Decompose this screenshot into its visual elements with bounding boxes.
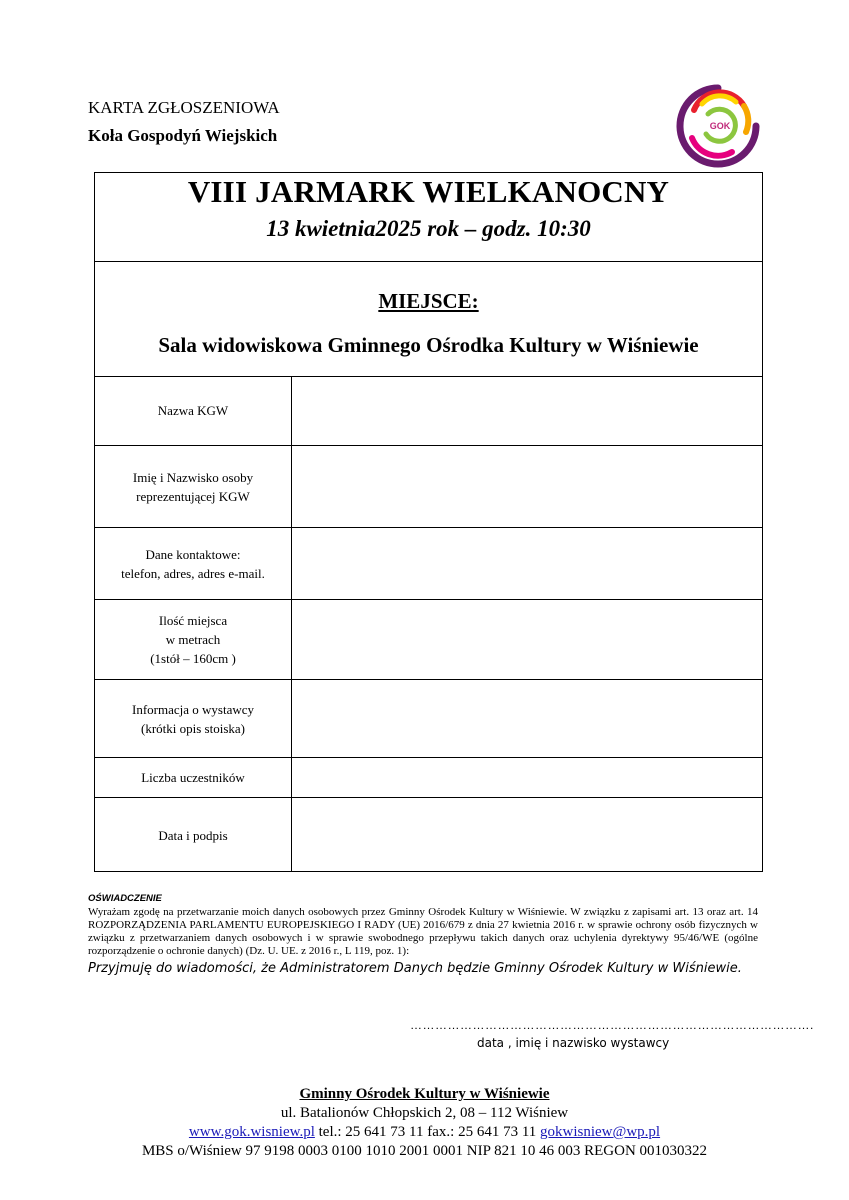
organization-type-label: Koła Gospodyń Wiejskich <box>88 126 278 145</box>
event-title-block <box>95 173 762 262</box>
declaration-section <box>88 893 758 977</box>
footer <box>0 1085 849 1161</box>
form-label: Dane kontaktowe: telefon, adres, adres e-mail. <box>95 528 292 599</box>
form-row-contact <box>95 528 762 600</box>
form-row-space <box>95 600 762 680</box>
gok-logo-text: GOK <box>709 121 731 131</box>
form-row-representative <box>95 446 762 528</box>
form-label: Liczba uczestników <box>95 758 292 797</box>
form-row-participants <box>95 758 762 798</box>
email-link[interactable]: gokwisniew@wp.pl <box>540 1124 661 1140</box>
signature-caption: data , imię i nazwisko wystawcy <box>477 1036 670 1050</box>
form-label: Informacja o wystawcy (krótki opis stoiska) <box>95 680 292 757</box>
place-heading: MIEJSCE: <box>378 289 479 313</box>
form-label: Data i podpis <box>95 798 292 872</box>
form-row-date-signature <box>95 798 762 872</box>
space-field[interactable] <box>292 600 762 679</box>
form-row-exhibitor-info <box>95 680 762 758</box>
footer-phone: tel.: 25 641 73 11 fax.: 25 641 73 11 <box>314 1124 541 1140</box>
place-text: Sala widowiskowa Gminnego Ośrodka Kultury w Wiśniewie <box>158 333 699 357</box>
footer-organization-name: Gminny Ośrodek Kultury w Wiśniewie <box>299 1086 550 1102</box>
event-date: 13 kwietnia2025 rok – godz. 10:30 <box>266 216 591 241</box>
contact-field[interactable] <box>292 528 762 599</box>
event-frame <box>94 172 763 872</box>
place-block <box>95 261 762 377</box>
footer-address: ul. Batalionów Chłopskich 2, 08 – 112 Wiśniew <box>280 1105 569 1121</box>
date-signature-field[interactable] <box>292 798 762 872</box>
form-type-label: KARTA ZGŁOSZENIOWA <box>88 98 280 117</box>
form-label: Ilość miejsca w metrach (1stół – 160cm ) <box>95 600 292 679</box>
signature-line[interactable]: ……………………………………………………………………………………. <box>410 1018 814 1032</box>
declaration-heading: OŚWIADCZENIE <box>88 893 162 904</box>
form-row-kgw-name <box>95 376 762 446</box>
exhibitor-info-field[interactable] <box>292 680 762 757</box>
event-title: VIII JARMARK WIELKANOCNY <box>187 174 670 209</box>
representative-field[interactable] <box>292 446 762 527</box>
declaration-text: Wyrażam zgodę na przetwarzanie moich danych osobowych przez Gminny Ośrodek Kultury w Wiśniewie. W związku z zapisami art. 13 oraz art. 14 ROZPORZĄDZENIA PARLAMENTU EUROPEJSKIEGO I RADY (UE) 2016/679 z dnia 27 kwietnia 2016 r. w sprawie ochrony osób fizycznych w związku z przetwarzaniem danych osobowych i w sprawie swobodnego przepływu takich danych oraz uchylenia dyrektywy 95/46/WE (ogólne rozporządzenie o ochronie danych) (Dz. U. UE. z 2016 r., L 119, poz. 1): <box>88 906 758 957</box>
website-link[interactable]: www.gok.wisniew.pl <box>188 1124 315 1140</box>
participants-field[interactable] <box>292 758 762 797</box>
declaration-note: Przyjmuję do wiadomości, że Administratorem Danych będzie Gminny Ośrodek Kultury w Wiśniewie. <box>88 961 742 976</box>
kgw-name-field[interactable] <box>292 376 762 445</box>
gok-logo <box>672 80 764 172</box>
footer-bank-info: MBS o/Wiśniew 97 9198 0003 0100 1010 2001 0001 NIP 821 10 46 003 REGON 001030322 <box>141 1143 708 1159</box>
form-label: Imię i Nazwisko osoby reprezentującej KGW <box>95 446 292 527</box>
footer-contact-line <box>0 1123 849 1142</box>
form-label: Nazwa KGW <box>95 376 292 445</box>
